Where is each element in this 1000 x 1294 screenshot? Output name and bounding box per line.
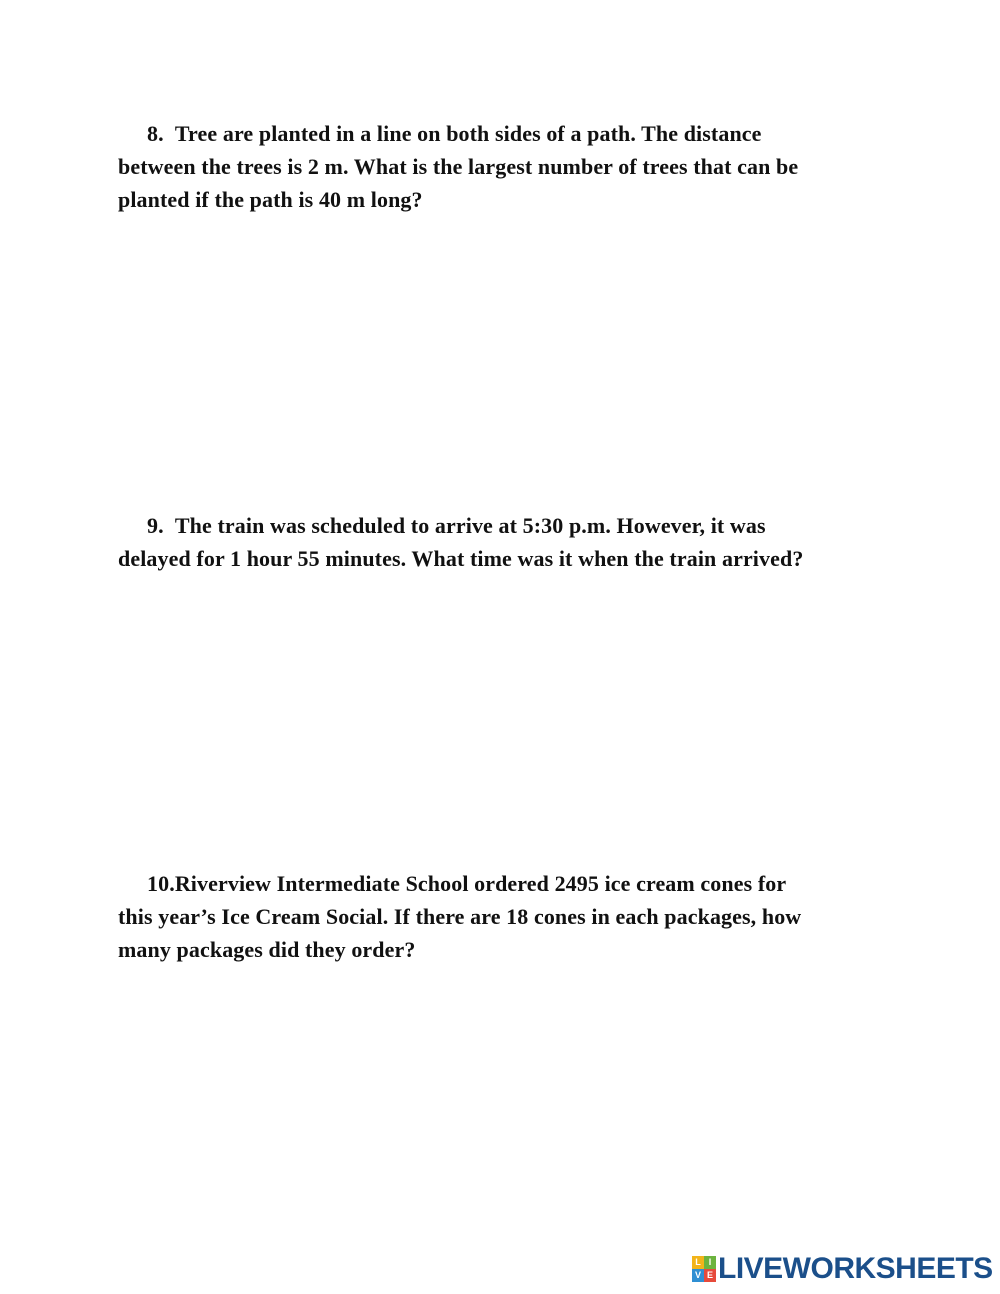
question-8 (118, 117, 878, 216)
question-9-line-1 (118, 509, 878, 542)
question-9-text-start: The train was scheduled to arrive at 5:30 p.m. However, it was (174, 513, 766, 538)
question-8-line-3: planted if the path is 40 m long? (118, 187, 423, 212)
question-9 (118, 509, 878, 575)
question-10-line-3: many packages did they order? (118, 937, 416, 962)
liveworksheets-logo (692, 1253, 993, 1285)
logo-tile-i: I (704, 1256, 716, 1269)
question-10-line-2: this year’s Ice Cream Social. If there are 18 cones in each packages, how (118, 904, 802, 929)
liveworksheets-logo-icon (692, 1256, 716, 1282)
question-10 (118, 867, 878, 966)
liveworksheets-wordmark: LIVEWORKSHEETS (718, 1252, 993, 1285)
question-8-text-start: Tree are planted in a line on both sides of a path. The distance (174, 121, 762, 146)
question-9-line-2: delayed for 1 hour 55 minutes. What time was it when the train arrived? (118, 546, 804, 571)
question-8-number: 8. (147, 121, 164, 146)
question-10-number: 10. (147, 871, 175, 896)
logo-tile-v: V (692, 1269, 704, 1282)
question-10-line-1 (118, 867, 878, 900)
logo-tile-l: L (692, 1256, 704, 1269)
logo-tile-e: E (704, 1269, 716, 1282)
question-8-line-2: between the trees is 2 m. What is the largest number of trees that can be (118, 154, 799, 179)
question-9-number: 9. (147, 513, 164, 538)
question-8-line-1 (118, 117, 878, 150)
question-10-text-start: Riverview Intermediate School ordered 2495 ice cream cones for (174, 871, 787, 896)
